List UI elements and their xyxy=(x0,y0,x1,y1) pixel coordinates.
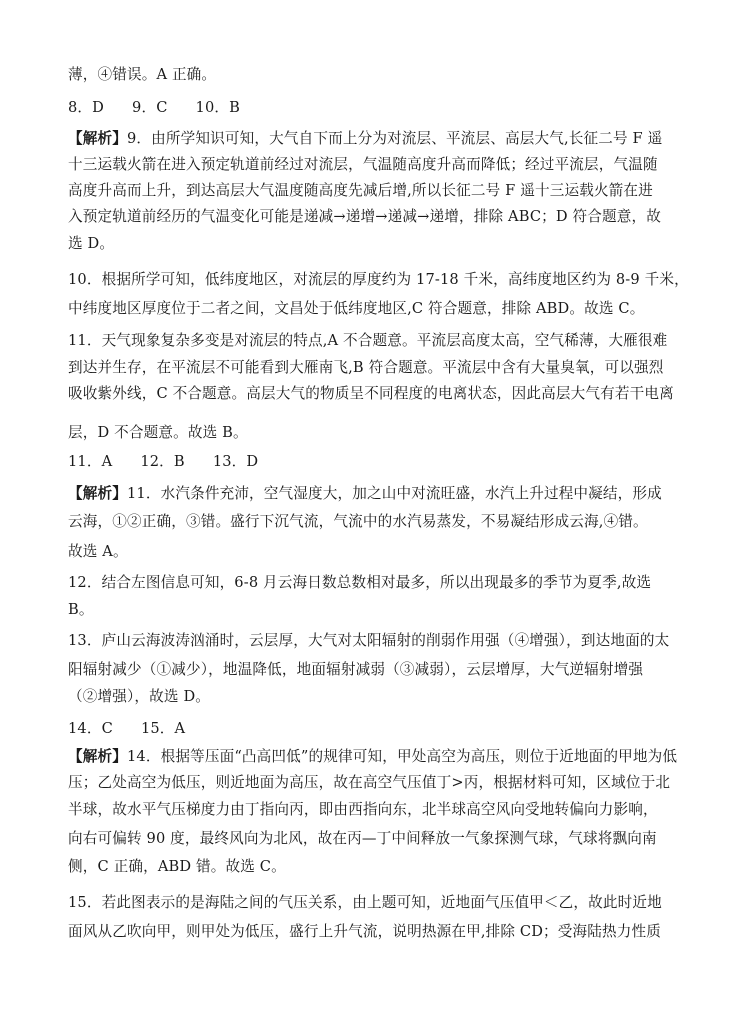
analysis-line xyxy=(68,132,662,147)
text-line: 吸收紫外线，C 不合题意。高层大气的物质呈不同程度的电离状态，因此高层大气有若干电离 xyxy=(68,385,674,402)
answer-key: 14．C xyxy=(68,720,113,737)
text-line: 高度升高而上升，到达高层大气温度随高度先减后增,所以长征二号 F 遥十三运载火箭在进 xyxy=(68,182,653,199)
text-line: 十三运载火箭在进入预定轨道前经过对流层，气温随高度升高而降低；经过平流层，气温随 xyxy=(68,156,658,173)
text-line: 11．天气现象复杂多变是对流层的特点,A 不合题意。平流层高度太高，空气稀薄，大雁很难 xyxy=(68,332,668,349)
text-line: 到达并生存，在平流层不可能看到大雁南飞,B 符合题意。平流层中含有大量臭氧，可以强烈 xyxy=(68,359,664,376)
answer-key: 8．D xyxy=(68,99,105,116)
answer-key: 12．B xyxy=(140,453,185,470)
text-line: 故选 A。 xyxy=(68,543,128,560)
answer-key: 15．A xyxy=(140,720,186,737)
analysis-line xyxy=(68,750,677,765)
text-line: 入预定轨道前经历的气温变化可能是递减→递增→递减→递增，排除 ABC；D 符合题意，故 xyxy=(68,208,662,225)
answer-key: 11．A xyxy=(68,453,113,470)
text-line: 中纬度地区厚度位于二者之间，文昌处于低纬度地区,C 符合题意，排除 ABD。故选 C。 xyxy=(68,300,645,317)
text-line: 13．庐山云海波涛汹涌时，云层厚，大气对太阳辐射的削弱作用强（④增强），到达地面的太 xyxy=(68,632,670,649)
analysis-tag: 【解析】 xyxy=(68,748,127,765)
answer-line xyxy=(68,101,268,116)
text-line: 半球，故水平气压梯度力由丁指向丙，即由西指向东，北半球高空风向受地转偏向力影响， xyxy=(68,801,658,818)
analysis-tag: 【解析】 xyxy=(68,130,127,147)
text-line: 侧，C 正确，ABD 错。故选 C。 xyxy=(68,858,286,875)
text-line: B。 xyxy=(68,601,94,618)
analysis-tag: 【解析】 xyxy=(68,485,127,502)
text-line: 压；乙处高空为低压，则近地面为高压，故在高空气压值丁>丙，根据材料可知，区域位于北 xyxy=(68,774,671,791)
answer-key: 10．B xyxy=(195,99,241,116)
answer-line xyxy=(68,455,286,470)
analysis-line xyxy=(68,487,662,502)
text-line: 阳辐射减少（①减少），地温降低，地面辐射减弱（③减弱），云层增厚，大气逆辐射增强 xyxy=(68,661,644,678)
text-line: 层，D 不合题意。故选 B。 xyxy=(68,424,248,441)
text-line: 薄，④错误。A 正确。 xyxy=(68,66,217,83)
text-line: 选 D。 xyxy=(68,235,115,252)
text-line: 10．根据所学可知，低纬度地区，对流层的厚度约为 17-18 千米，高纬度地区约为 8-9 千米， xyxy=(68,271,689,288)
analysis-text: 14．根据等压面“凸高凹低”的规律可知，甲处高空为高压，则位于近地面的甲地为低 xyxy=(126,748,678,765)
text-line: 12．结合左图信息可知，6-8 月云海日数总数相对最多，所以出现最多的季节为夏季,故选 xyxy=(68,574,652,591)
text-line: 云海，①②正确，③错。盛行下沉气流，气流中的水汽易蒸发，不易凝结形成云海,④错。 xyxy=(68,513,648,530)
text-line: 15．若此图表示的是海陆之间的气压关系，由上题可知，近地面气压值甲＜乙，故此时近地 xyxy=(68,894,662,911)
text-line: （②增强），故选 D。 xyxy=(68,688,211,705)
text-line: 面风从乙吹向甲，则甲处为低压，盛行上升气流，说明热源在甲,排除 CD；受海陆热力性质 xyxy=(68,923,662,940)
answer-key: 9．C xyxy=(132,99,168,116)
text-line: 向右可偏转 90 度，最终风向为北风，故在丙—丁中间释放一气象探测气球，气球将飘向南 xyxy=(68,830,657,847)
analysis-text: 11．水汽条件充沛，空气湿度大，加之山中对流旺盛，水汽上升过程中凝结，形成 xyxy=(126,485,662,502)
analysis-text: 9．由所学知识可知，大气自下而上分为对流层、平流层、高层大气,长征二号 F 遥 xyxy=(126,130,663,147)
answer-line xyxy=(68,722,213,737)
answer-key: 13．D xyxy=(212,453,259,470)
